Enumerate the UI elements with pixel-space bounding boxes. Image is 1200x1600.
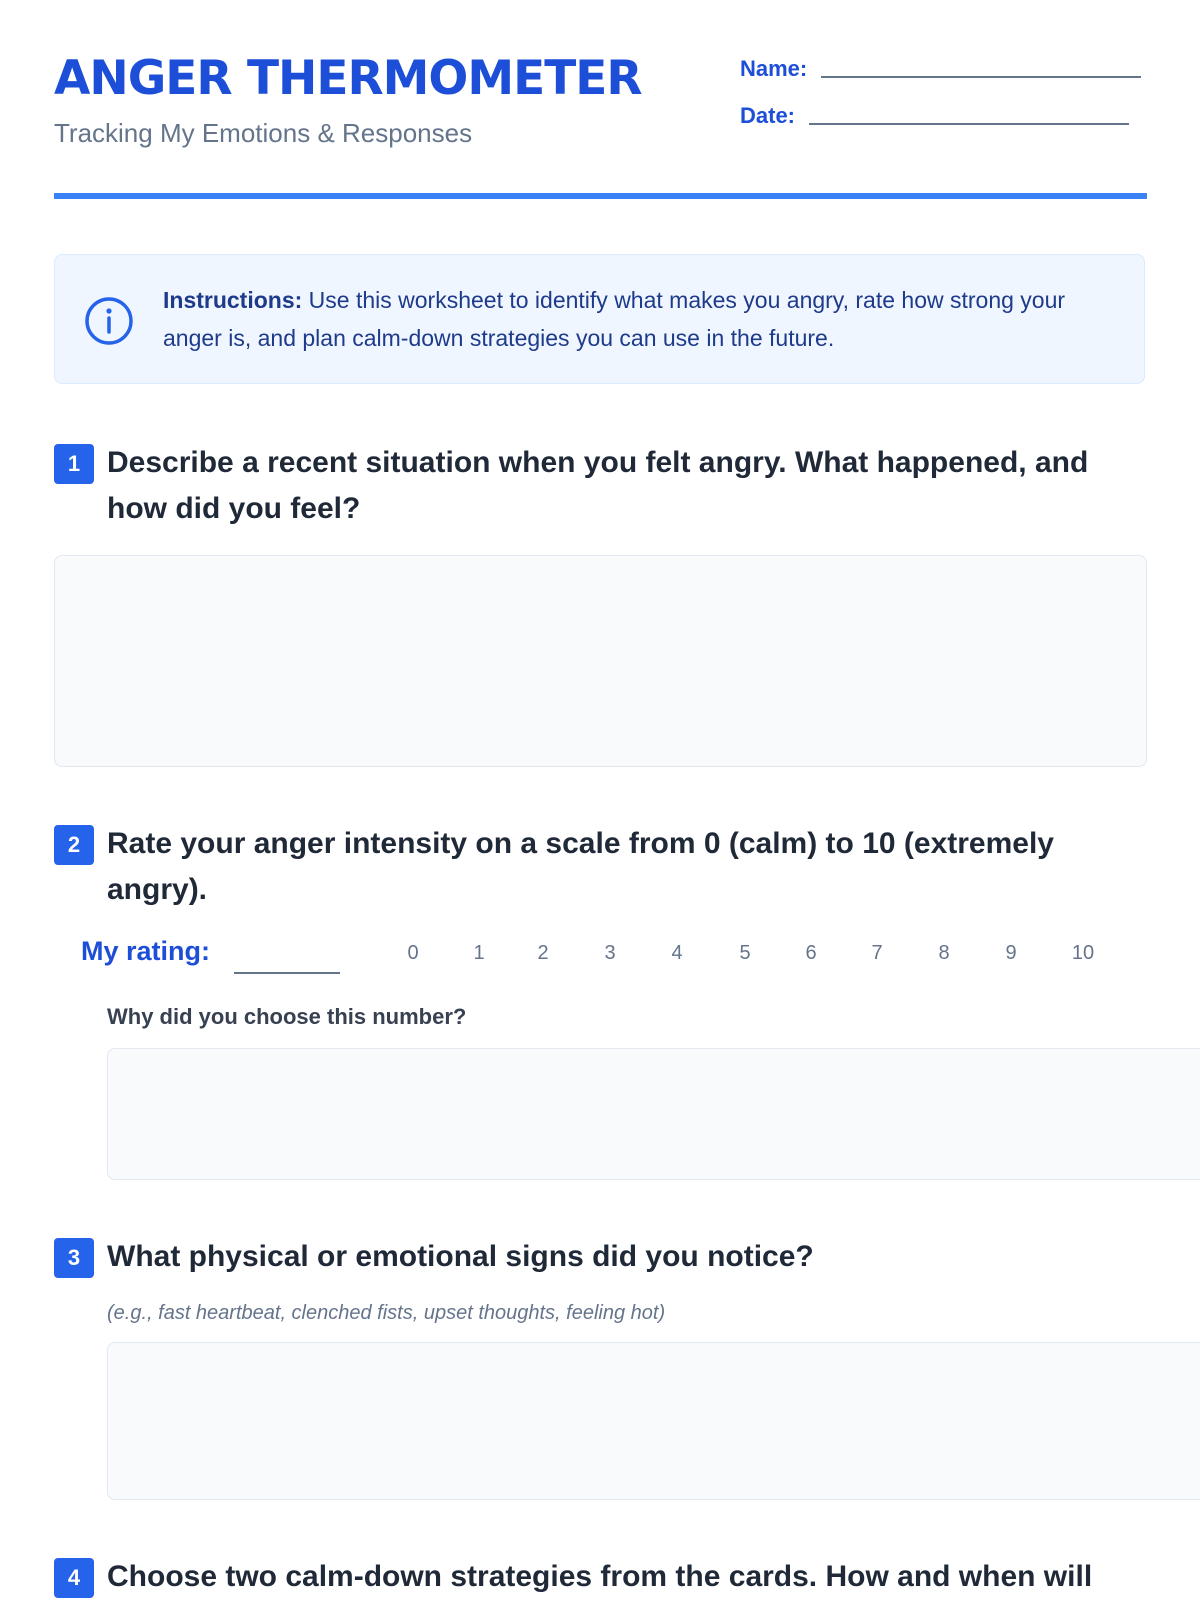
instructions-body: Use this worksheet to identify what makes you angry, rate how strong your anger is, and plan calm-down strategies you can use in the future.: [163, 287, 1066, 351]
question-1-answer-box[interactable]: [54, 555, 1147, 767]
date-label: Date:: [740, 103, 796, 128]
page-subtitle: Tracking My Emotions & Responses: [54, 118, 473, 148]
scale-number: 8: [938, 942, 950, 964]
scale-number: 5: [739, 942, 751, 964]
info-icon: [83, 295, 135, 347]
scale-number: 7: [871, 942, 883, 964]
question-2-text: Rate your anger intensity on a scale from 0 (calm) to 10 (extremely angry).: [107, 827, 1054, 906]
scale-number: 2: [537, 942, 549, 964]
question-3-number: 3: [54, 1238, 94, 1278]
question-3-answer-box[interactable]: [107, 1342, 1200, 1500]
question-1-text: Describe a recent situation when you felt angry. What happened, and how did you feel?: [107, 446, 1089, 525]
scale-number: 3: [604, 942, 616, 964]
name-row: [740, 56, 1141, 82]
question-3-text: What physical or emotional signs did you notice?: [107, 1240, 814, 1273]
instructions-label: Instructions:: [163, 287, 303, 313]
rating-label: My rating:: [81, 936, 211, 966]
header-divider: [54, 193, 1147, 199]
date-field[interactable]: [809, 122, 1129, 125]
why-number-answer-box[interactable]: [107, 1048, 1200, 1180]
question-4-text: Choose two calm-down strategies from the cards. How and when will: [107, 1560, 1093, 1593]
rating-input-line[interactable]: [234, 972, 340, 974]
signs-hint: (e.g., fast heartbeat, clenched fists, upset thoughts, feeling hot): [107, 1302, 666, 1324]
scale-number: 0: [407, 942, 419, 964]
question-1-number: 1: [54, 444, 94, 484]
name-field[interactable]: [821, 75, 1141, 78]
why-number-prompt: Why did you choose this number?: [107, 1004, 467, 1029]
scale-number: 6: [805, 942, 817, 964]
question-2-number: 2: [54, 825, 94, 865]
instructions-text: [163, 281, 1113, 357]
question-4-number: 4: [54, 1558, 94, 1598]
scale-number: 10: [1071, 942, 1095, 964]
scale-number: 1: [473, 942, 485, 964]
scale-number: 4: [671, 942, 683, 964]
instructions-box: [54, 254, 1145, 384]
date-row: [740, 103, 1129, 129]
page-title: ANGER THERMOMETER: [54, 51, 642, 106]
name-label: Name:: [740, 56, 808, 81]
scale-number: 9: [1005, 942, 1017, 964]
